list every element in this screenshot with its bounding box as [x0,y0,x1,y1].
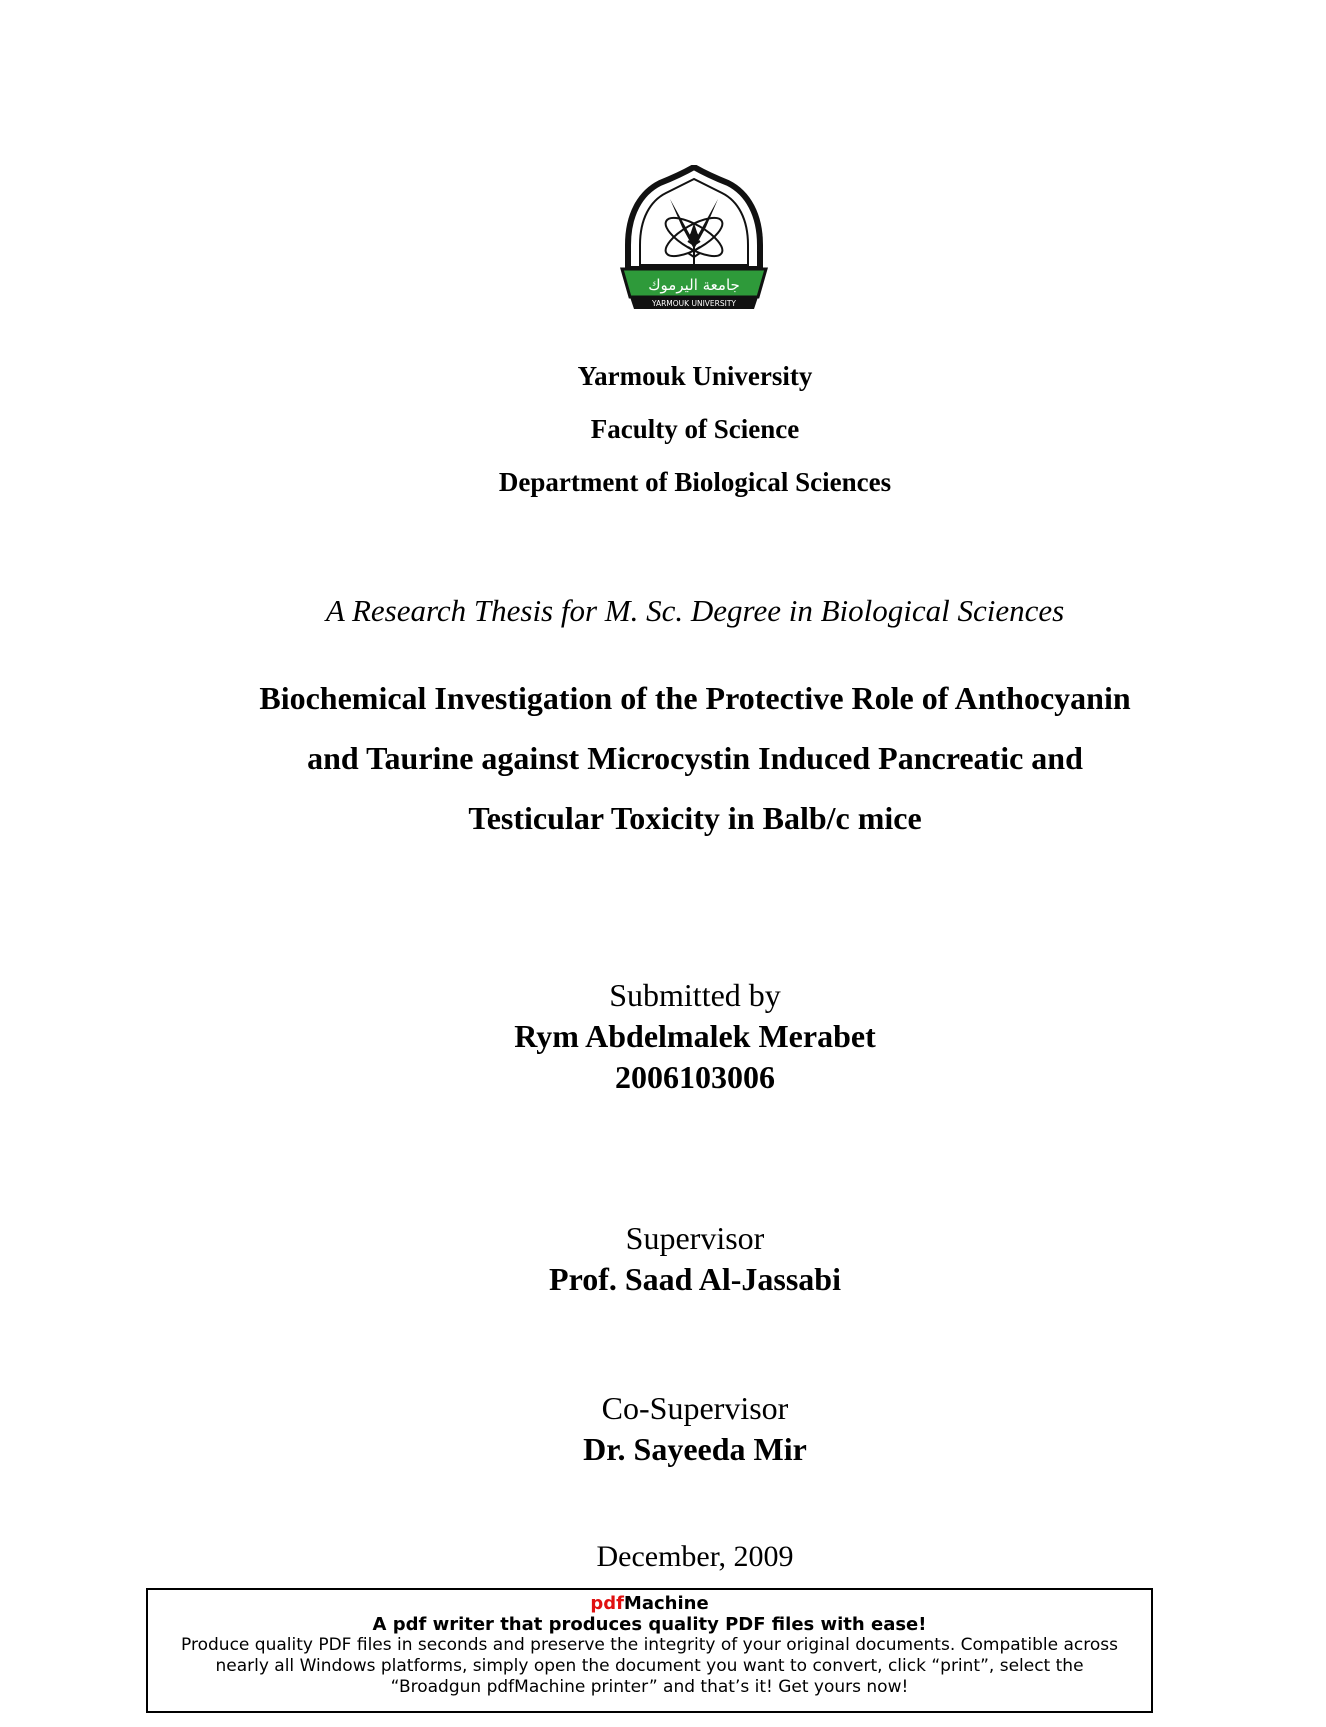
co-supervisor-block [0,1388,1326,1470]
submitted-block [0,975,1326,1098]
logo-arabic-text: جامعة اليرموك [648,276,740,294]
logo-english-text: YARMOUK UNIVERSITY [651,299,737,308]
author-name: Rym Abdelmalek Merabet [514,1018,876,1054]
university-logo [620,165,768,317]
thesis-title-line: Biochemical Investigation of the Protective Role of Anthocyanin [259,680,1131,716]
thesis-title [0,668,1326,848]
student-id: 2006103006 [615,1059,775,1095]
supervisor-block [0,1218,1326,1300]
banner-line: nearly all Windows platforms, simply open the document you want to convert, click “print”, select the [215,1656,1084,1676]
thesis-title-line: and Taurine against Microcystin Induced Pancreatic and [307,740,1083,776]
banner-line: “Broadgun pdfMachine printer” and that’s it! Get yours now! [390,1677,909,1697]
co-supervisor-label: Co-Supervisor [601,1390,789,1426]
supervisor-name: Prof. Saad Al-Jassabi [549,1261,841,1297]
co-supervisor-name: Dr. Sayeeda Mir [583,1431,807,1467]
university-name: Yarmouk University [577,361,813,391]
banner-brand [148,1593,1151,1614]
thesis-title-line: Testicular Toxicity in Balb/c mice [468,800,922,836]
submitted-label: Submitted by [609,977,781,1013]
submission-date: December, 2009 [596,1540,794,1573]
institution-block [0,350,1326,509]
banner-tagline: A pdf writer that produces quality PDF files with ease! [372,1614,927,1635]
pdfmachine-banner [146,1588,1153,1713]
banner-brand-black: Machine [623,1593,709,1614]
banner-brand-red: pdf [590,1593,624,1614]
supervisor-label: Supervisor [625,1220,765,1256]
department-name: Department of Biological Sciences [498,467,892,497]
faculty-name: Faculty of Science [590,414,800,444]
banner-line: Produce quality PDF files in seconds and preserve the integrity of your original documents. Compatible across [181,1635,1118,1655]
thesis-subtitle: A Research Thesis for M. Sc. Degree in Biological Sciences [325,593,1065,628]
